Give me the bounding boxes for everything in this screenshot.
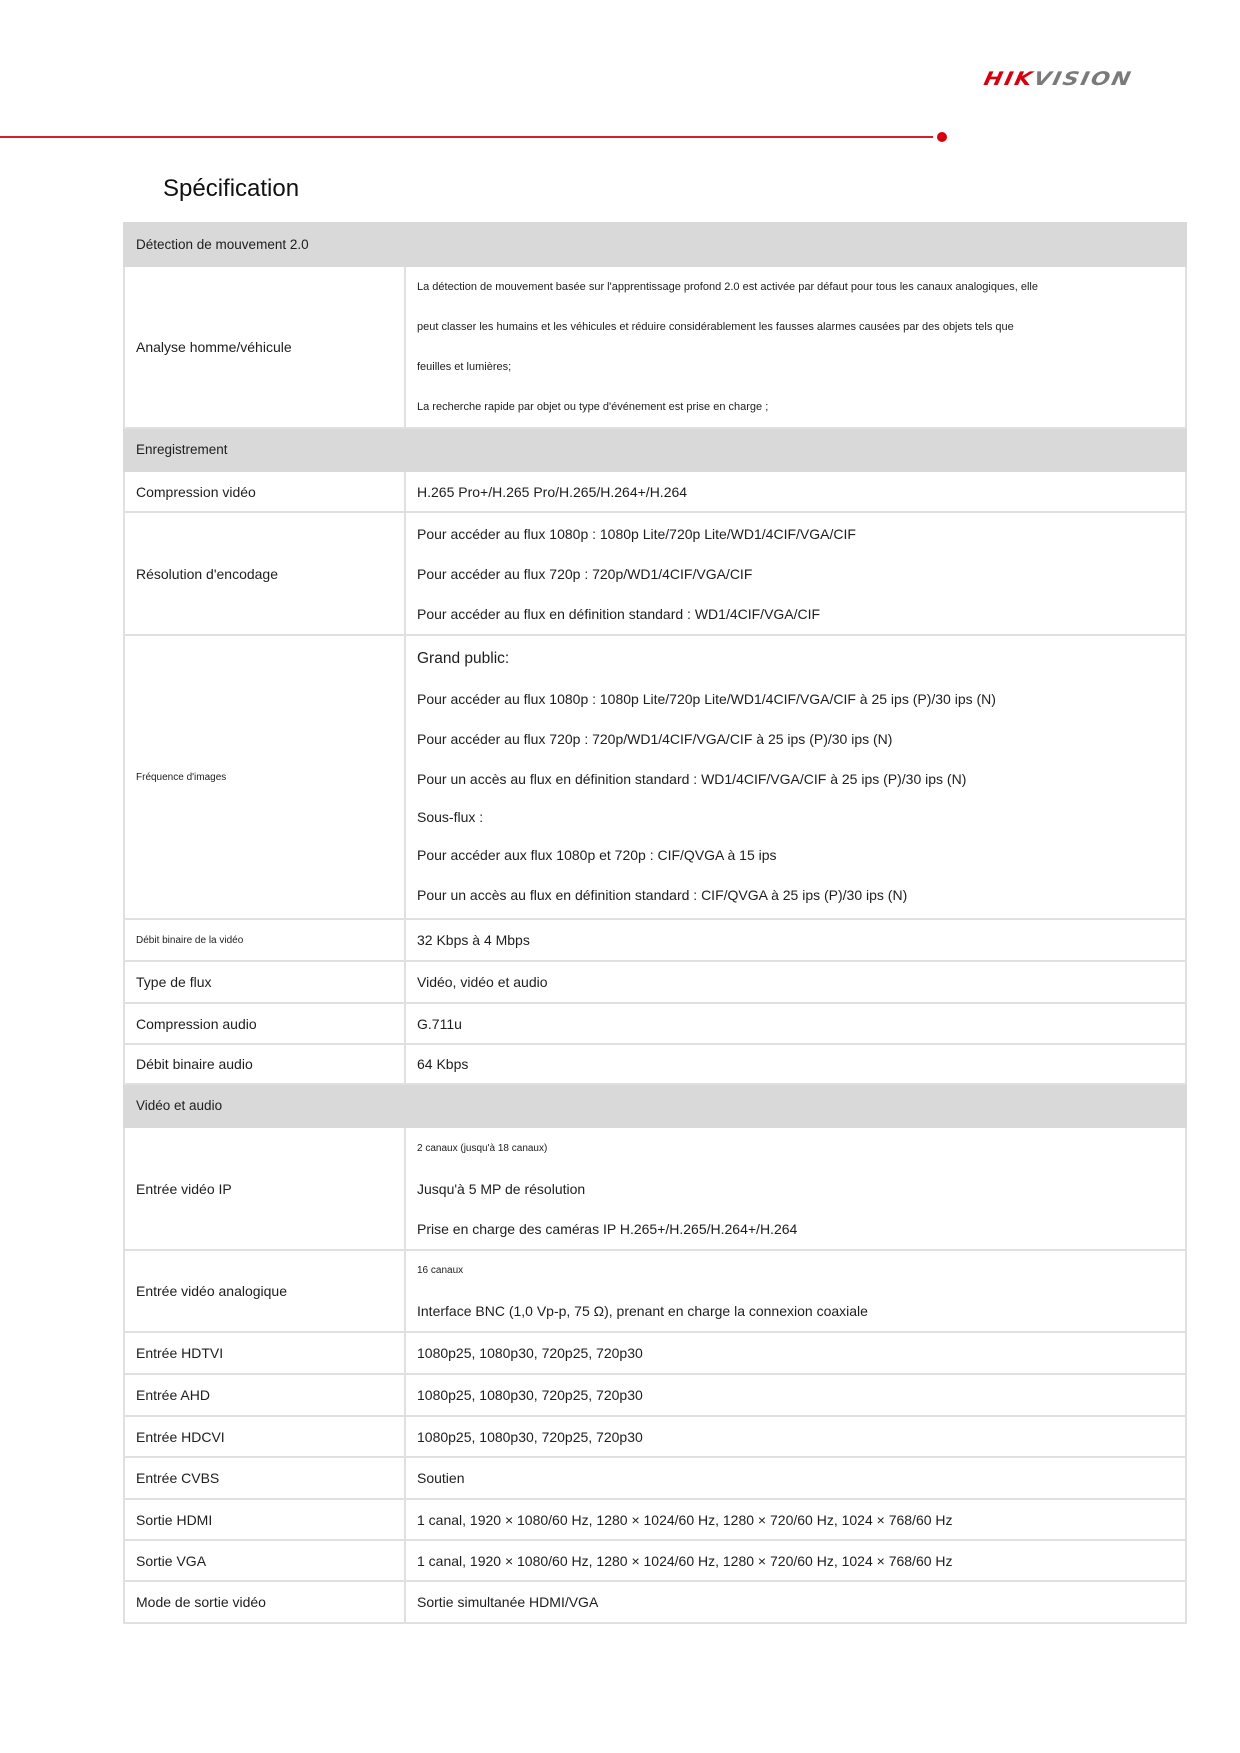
spec-value xyxy=(405,1416,1186,1457)
spec-value xyxy=(405,266,1186,428)
spec-value xyxy=(405,1044,1186,1084)
spec-value-line: peut classer les humains et les véhicules et réduire considérablement les fausses alarmes causées par des objets tels que xyxy=(417,321,1014,333)
spec-label: Fréquence d'images xyxy=(124,635,405,919)
spec-label: Sortie VGA xyxy=(124,1540,405,1581)
spec-value-line: Pour accéder au flux 720p : 720p/WD1/4CIF/VGA/CIF à 25 ips (P)/30 ips (N) xyxy=(417,731,893,747)
spec-value xyxy=(405,1003,1186,1044)
spec-row xyxy=(124,1499,1186,1540)
spec-value-line: Interface BNC (1,0 Vp-p, 75 Ω), prenant en charge la connexion coaxiale xyxy=(417,1303,868,1319)
spec-value-line: La détection de mouvement basée sur l'apprentissage profond 2.0 est activée par défaut pour tous les canaux analogiques, elle xyxy=(417,281,1038,293)
spec-value-line: 1080p25, 1080p30, 720p25, 720p30 xyxy=(417,1387,643,1403)
section-header xyxy=(124,223,1186,266)
spec-row xyxy=(124,471,1186,512)
spec-value-line: Pour accéder au flux en définition standard : WD1/4CIF/VGA/CIF xyxy=(417,605,821,622)
spec-value-line: 1 canal, 1920 × 1080/60 Hz, 1280 × 1024/60 Hz, 1280 × 720/60 Hz, 1024 × 768/60 Hz xyxy=(417,1552,953,1569)
section-title: Enregistrement xyxy=(124,428,1186,471)
spec-row xyxy=(124,919,1186,961)
spec-label: Compression audio xyxy=(124,1003,405,1044)
spec-label: Compression vidéo xyxy=(124,471,405,512)
spec-row xyxy=(124,1416,1186,1457)
spec-value-line: Pour accéder au flux 720p : 720p/WD1/4CIF/VGA/CIF xyxy=(417,565,753,582)
spec-value xyxy=(405,512,1186,635)
spec-value-line: Sortie simultanée HDMI/VGA xyxy=(417,1594,599,1610)
spec-value-line: G.711u xyxy=(417,1015,462,1032)
section-title: Détection de mouvement 2.0 xyxy=(124,223,1186,266)
spec-row xyxy=(124,1250,1186,1332)
spec-value-line: Grand public: xyxy=(417,650,510,667)
spec-label: Débit binaire de la vidéo xyxy=(124,919,405,961)
spec-value-line: Soutien xyxy=(417,1470,465,1486)
spec-value-line: 32 Kbps à 4 Mbps xyxy=(417,932,530,948)
spec-row xyxy=(124,1581,1186,1623)
spec-value-line: Pour accéder aux flux 1080p et 720p : CIF/QVGA à 15 ips xyxy=(417,847,777,863)
spec-row xyxy=(124,1374,1186,1416)
spec-label: Mode de sortie vidéo xyxy=(124,1581,405,1623)
spec-label: Type de flux xyxy=(124,961,405,1003)
spec-value-line: feuilles et lumières; xyxy=(417,361,512,373)
spec-row xyxy=(124,1003,1186,1044)
spec-row xyxy=(124,635,1186,919)
spec-value xyxy=(405,1457,1186,1499)
spec-label: Sortie HDMI xyxy=(124,1499,405,1540)
spec-value-line: Pour accéder au flux 1080p : 1080p Lite/720p Lite/WD1/4CIF/VGA/CIF à 25 ips (P)/30 ips (N) xyxy=(417,691,996,707)
spec-row xyxy=(124,1044,1186,1084)
spec-label: Entrée AHD xyxy=(124,1374,405,1416)
spec-label: Entrée HDTVI xyxy=(124,1332,405,1374)
spec-value-line: 16 canaux xyxy=(417,1265,464,1276)
spec-row xyxy=(124,1127,1186,1250)
spec-row xyxy=(124,266,1186,428)
spec-value xyxy=(405,1499,1186,1540)
spec-row xyxy=(124,961,1186,1003)
spec-row xyxy=(124,512,1186,635)
spec-value-line: Jusqu'à 5 MP de résolution xyxy=(417,1180,586,1197)
spec-value-line: Vidéo, vidéo et audio xyxy=(417,974,548,990)
logo-vision-text: VISION xyxy=(1031,68,1135,91)
spec-value-line: Pour accéder au flux 1080p : 1080p Lite/720p Lite/WD1/4CIF/VGA/CIF xyxy=(417,525,856,542)
hikvision-logo xyxy=(982,70,1134,90)
spec-value xyxy=(405,1332,1186,1374)
spec-row xyxy=(124,1332,1186,1374)
page-title: Spécification xyxy=(163,175,300,202)
spec-row xyxy=(124,1457,1186,1499)
spec-value-line: 2 canaux (jusqu'à 18 canaux) xyxy=(417,1142,548,1154)
logo-hik-text: HIK xyxy=(981,68,1037,91)
spec-label: Débit binaire audio xyxy=(124,1044,405,1084)
header-divider-line xyxy=(0,136,933,138)
spec-value xyxy=(405,1250,1186,1332)
spec-value xyxy=(405,1540,1186,1581)
spec-value-line: Sous-flux : xyxy=(417,809,484,825)
spec-row xyxy=(124,1540,1186,1581)
spec-value xyxy=(405,961,1186,1003)
spec-value xyxy=(405,1374,1186,1416)
spec-value xyxy=(405,919,1186,961)
spec-value xyxy=(405,635,1186,919)
spec-label: Analyse homme/véhicule xyxy=(124,266,405,428)
spec-value-line: Pour un accès au flux en définition standard : CIF/QVGA à 25 ips (P)/30 ips (N) xyxy=(417,887,908,903)
spec-value xyxy=(405,471,1186,512)
spec-label: Entrée vidéo analogique xyxy=(124,1250,405,1332)
section-header xyxy=(124,1084,1186,1127)
header-divider-dot xyxy=(937,132,947,142)
section-title: Vidéo et audio xyxy=(124,1084,1186,1127)
spec-value xyxy=(405,1127,1186,1250)
spec-value-line: 1080p25, 1080p30, 720p25, 720p30 xyxy=(417,1345,643,1361)
spec-value-line: La recherche rapide par objet ou type d'événement est prise en charge ; xyxy=(417,401,769,413)
section-header xyxy=(124,428,1186,471)
spec-value-line: 1080p25, 1080p30, 720p25, 720p30 xyxy=(417,1428,643,1445)
spec-value xyxy=(405,1581,1186,1623)
spec-value-line: 64 Kbps xyxy=(417,1056,469,1072)
spec-label: Entrée vidéo IP xyxy=(124,1127,405,1250)
spec-value-line: H.265 Pro+/H.265 Pro/H.265/H.264+/H.264 xyxy=(417,483,688,500)
spec-label: Entrée CVBS xyxy=(124,1457,405,1499)
spec-value-line: 1 canal, 1920 × 1080/60 Hz, 1280 × 1024/60 Hz, 1280 × 720/60 Hz, 1024 × 768/60 Hz xyxy=(417,1511,953,1528)
spec-value-line: Pour un accès au flux en définition standard : WD1/4CIF/VGA/CIF à 25 ips (P)/30 ips (N) xyxy=(417,771,967,787)
specification-table xyxy=(123,222,1187,1624)
spec-value-line: Prise en charge des caméras IP H.265+/H.265/H.264+/H.264 xyxy=(417,1220,798,1237)
spec-label: Entrée HDCVI xyxy=(124,1416,405,1457)
spec-label: Résolution d'encodage xyxy=(124,512,405,635)
